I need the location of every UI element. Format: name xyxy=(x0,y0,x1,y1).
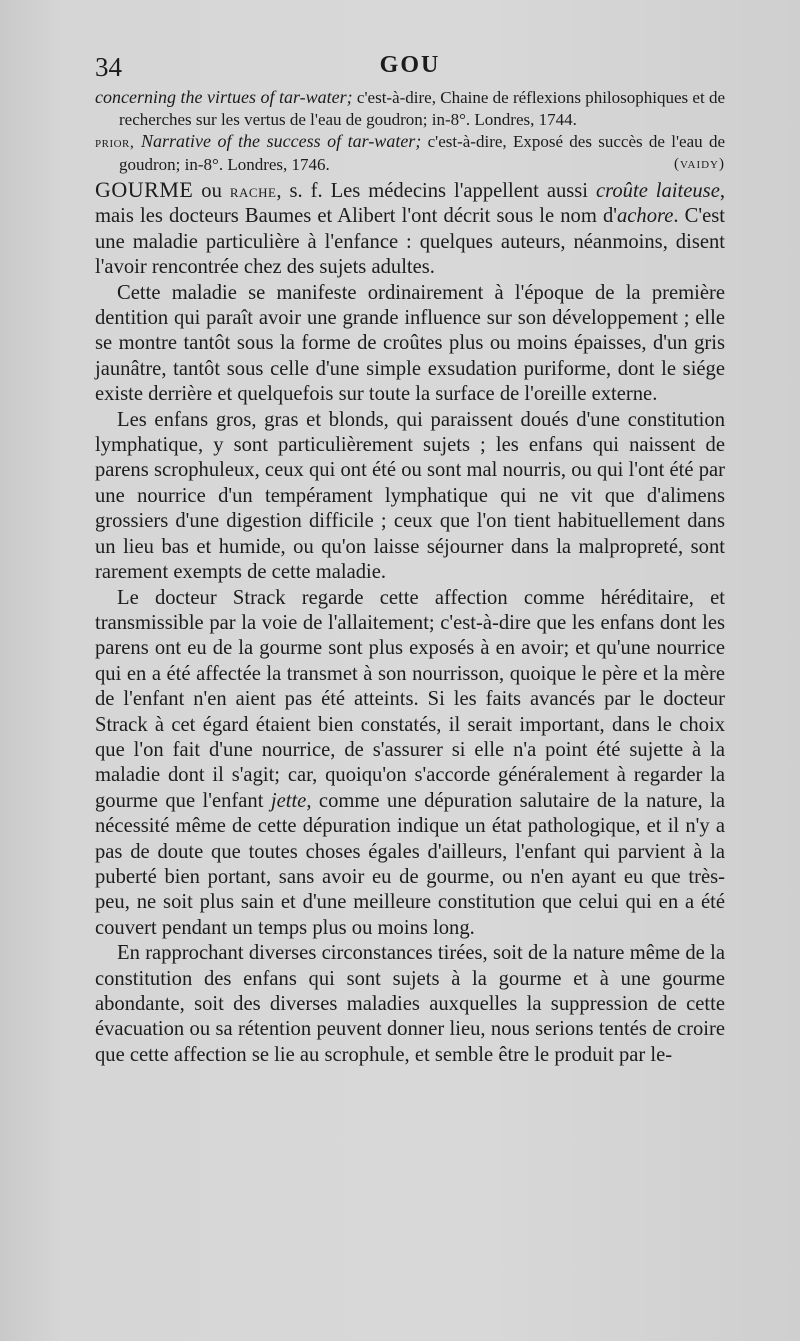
entry-paragraph-4 xyxy=(95,586,725,942)
entry-text: Le docteur Strack regarde cette affection comme héréditaire, et transmissible par la voie de l'allaitement; c'est-à-dire que les enfans dont les parens ont eu de la gourme sont plus exposés à en avoir; et qu'une nourrice qui en a été affectée la transmet à son nourrisson, quoique le père et la mère de l'enfant n'en aient pas été atteints. Si les faits avancés par le docteur Strack à cet égard étaient bien constatés, il serait important, dans le choix que l'on fait d'une nourrice, de s'assurer si elle n'a point été sujette à la maladie dont il s'agit; car, quoiqu'on s'accorde généralement à regarder la gourme que l'enfant xyxy=(95,586,725,812)
entry-paragraph-2: Cette maladie se manifeste ordinairement à l'époque de la première dentition qui paraît avoir une grande influence sur son développement ; elle se montre tantôt sous la forme de croûtes plus ou moins épaisses, d'un gris jaunâtre, tantôt sous celle d'une simple exsudation puriforme, dont le siége existe derrière et quelquefois sur toute la surface de l'oreille externe. xyxy=(95,281,725,406)
entry-paragraph-3: Les enfans gros, gras et blonds, qui paraissent doués d'une constitution lymphatique, y sont particulièrement sujets ; les enfans qui naissent de parens scrophuleux, ceux qui ont été ou sont mal nourris, ou qui l'ont été par une nourrice d'un tempérament lymphatique qui ne vit que d'alimens grossiers d'une digestion difficile ; ceux que l'on tient habituellement dans un lieu bas et humide, ou qu'on laisse séjourner dans la malpropreté, sont rarement exempts de cette maladie. xyxy=(95,408,725,584)
entry-variant: rache xyxy=(229,181,277,201)
author-signature: (vaidy) xyxy=(673,155,725,172)
entry-paragraph-5: En rapprochant diverses circonstances tirées, soit de la nature même de la constitution des enfans qui sont sujets à la gourme et à une gourme abondante, soit des diverses maladies auxquelles la suppression de cette évacuation ou sa rétention peuvent donner lieu, nous serions tentés de croire que cette affection se lie au scrophule, et semble être le produit par le- xyxy=(95,942,725,1066)
entry-grammar: , s. f. xyxy=(276,180,323,202)
entry-text: . C'est une maladie particulière à l'enfance : quelques auteurs, néanmoins, disent l'avoir rencontrée chez des sujets adultes. xyxy=(95,205,725,279)
bib-details: c'est-à-dire, Chaine de réflexions philosophiques et de recherches sur les vertus de l'eau de goudron; in-8°. Londres, 1744. xyxy=(119,88,725,129)
running-head: GOU xyxy=(379,52,441,78)
bib-details: c'est-à-dire, Exposé des succès de l'eau de goudron; in-8°. Londres, 1746. xyxy=(119,132,725,174)
entry-text: , mais les docteurs Baumes et Alibert l'ont décrit sous le nom d' xyxy=(95,180,725,228)
entry-italic-term: jette xyxy=(270,789,307,812)
entry-text: Les médecins l'appellent aussi xyxy=(322,180,596,202)
entry-text: , comme une dépuration salutaire de la nature, la nécessité même de cette dépuration indique un état pathologique, et il n'y a pas de doute que toutes choses égales d'ailleurs, l'enfant qui parvient à la puberté bien portant, sans avoir eu de gourme, ou n'en ayant eu que très-peu, ne soit plus sain et d'une meilleure constitution que celui qui en a été couvert pendant un temps plus ou moins long. xyxy=(95,789,725,939)
bib-author: prior, xyxy=(95,134,135,151)
bibliography-entry-2 xyxy=(95,131,725,175)
entry-paragraph-1 xyxy=(95,177,725,281)
page-text xyxy=(95,87,725,1068)
page-number: 34 xyxy=(95,52,122,82)
entry-ou: ou xyxy=(193,180,230,202)
entry-italic-term: croûte laiteuse xyxy=(595,180,720,202)
bib-title: Narrative of the success of tar-water; xyxy=(134,131,422,151)
bibliography-entry-1 xyxy=(95,87,725,130)
bib-title: concerning the virtues of tar-water; xyxy=(95,87,353,107)
page-header xyxy=(95,52,725,86)
entry-headword: GOURME xyxy=(95,177,194,202)
entry-italic-term: achore xyxy=(616,205,674,228)
